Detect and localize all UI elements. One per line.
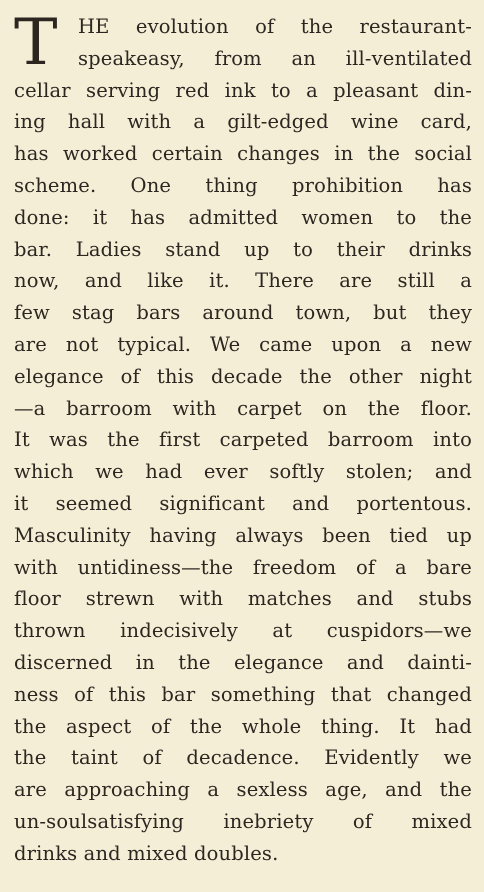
text-line: are approaching a sexless age, and the	[14, 778, 472, 802]
text-line: elegance of this decade the other night	[14, 364, 472, 388]
drop-cap: T	[14, 6, 58, 80]
text-line: Masculinity having always been tied up	[14, 523, 472, 547]
text-line: it seemed significant and portentous.	[14, 491, 472, 515]
text-line: few stag bars around town, but they	[14, 301, 472, 325]
text-line: ness of this bar something that changed	[14, 682, 472, 706]
text-line: —a barroom with carpet on the floor.	[14, 396, 472, 420]
text-line: bar. Ladies stand up to their drinks	[14, 237, 472, 261]
text-line: discerned in the elegance and dainti-	[14, 650, 472, 674]
text-line: with untidiness—the freedom of a bare	[14, 555, 472, 579]
text-line: cellar serving red ink to a pleasant din-	[14, 78, 472, 102]
text-line: are not typical. We came upon a new	[14, 332, 472, 356]
article-column	[14, 6, 472, 870]
text-line: thrown indecisively at cuspidors—we	[14, 619, 472, 643]
text-line: speakeasy, from an ill-ventilated	[78, 46, 472, 70]
text-line: drinks and mixed doubles.	[14, 841, 279, 865]
text-line: scheme. One thing prohibition has	[14, 173, 472, 197]
text-line: It was the first carpeted barroom into	[14, 428, 472, 452]
text-line: ing hall with a gilt-edged wine card,	[14, 110, 472, 134]
text-line: the taint of decadence. Evidently we	[14, 746, 472, 770]
text-line: un-soulsatisfying inebriety of mixed	[14, 809, 472, 833]
text-line: floor strewn with matches and stubs	[14, 587, 472, 611]
text-line: done: it has admitted women to the	[14, 205, 472, 229]
text-line: the aspect of the whole thing. It had	[14, 714, 472, 738]
text-line: has worked certain changes in the social	[14, 142, 472, 166]
text-line: now, and like it. There are still a	[14, 269, 472, 293]
text-line: HE evolution of the restaurant-	[78, 15, 472, 38]
text-line: which we had ever softly stolen; and	[14, 460, 472, 484]
